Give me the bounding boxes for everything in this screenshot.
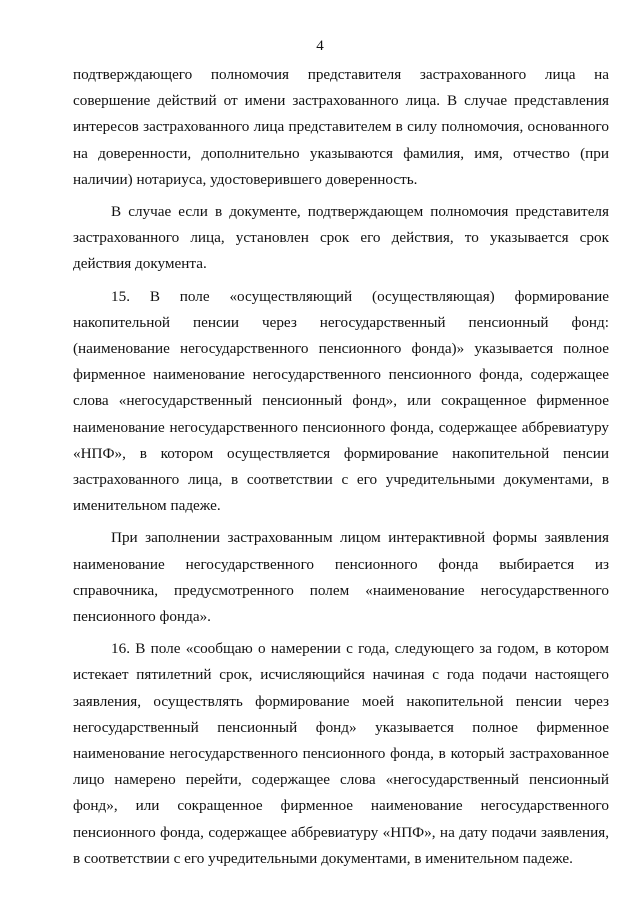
paragraph-document-validity: В случае если в документе, подтверждающем полномочия представителя застрахованного лица, установлен срок его действия, то указывается срок действия документа. (73, 203, 609, 273)
paragraph-representative-authority: подтверждающего полномочия представителя застрахованного лица на совершение действий от имени застрахованного лица. В случае представления интересов застрахованного лица представителем в силу полномочия, основанного на доверенности, дополнительно указываются фамилия, имя, отчество (при наличии) нотариуса, удостоверившего доверенность. (73, 66, 609, 188)
paragraph-interactive-form: При заполнении застрахованным лицом интерактивной формы заявления наименование негосударственного пенсионного фонда выбирается из справочника, предусмотренного полем «наименование негосударственного пенсионного фонда». (73, 529, 609, 626)
paragraph-item-15: 15. В поле «осуществляющий (осуществляющая) формирование накопительной пенсии через негосударственный пенсионный фонд: (наименование негосударственного пенсионного фонда)» указывается полное фирменное наименование негосударственного пенсионного фонда, содержащее слова «негосударственный пенсионный фонд», или сокращенное фирменное наименование негосударственного пенсионного фонда, содержащее аббревиатуру «НПФ», в котором осуществляется формирование накопительной пенсии застрахованного лица, в соответствии с его учредительными документами, в именительном падеже. (73, 287, 609, 515)
document-body (73, 62, 609, 878)
paragraph-item-16: 16. В поле «сообщаю о намерении с года, следующего за годом, в котором истекает пятилетний срок, исчисляющийся начиная с года подачи настоящего заявления, осуществлять формирование моей накопительной пенсии через негосударственный пенсионный фонд» указывается полное фирменное наименование негосударственного пенсионного фонда, в который застрахованное лицо намерено перейти, содержащее слова «негосударственный пенсионный фонд», или сокращенное фирменное наименование негосударственного пенсионного фонда, содержащее аббревиатуру «НПФ», на дату подачи заявления, в соответствии с его учредительными документами, в именительном падеже. (73, 640, 609, 867)
page-number: 4 (316, 38, 324, 54)
